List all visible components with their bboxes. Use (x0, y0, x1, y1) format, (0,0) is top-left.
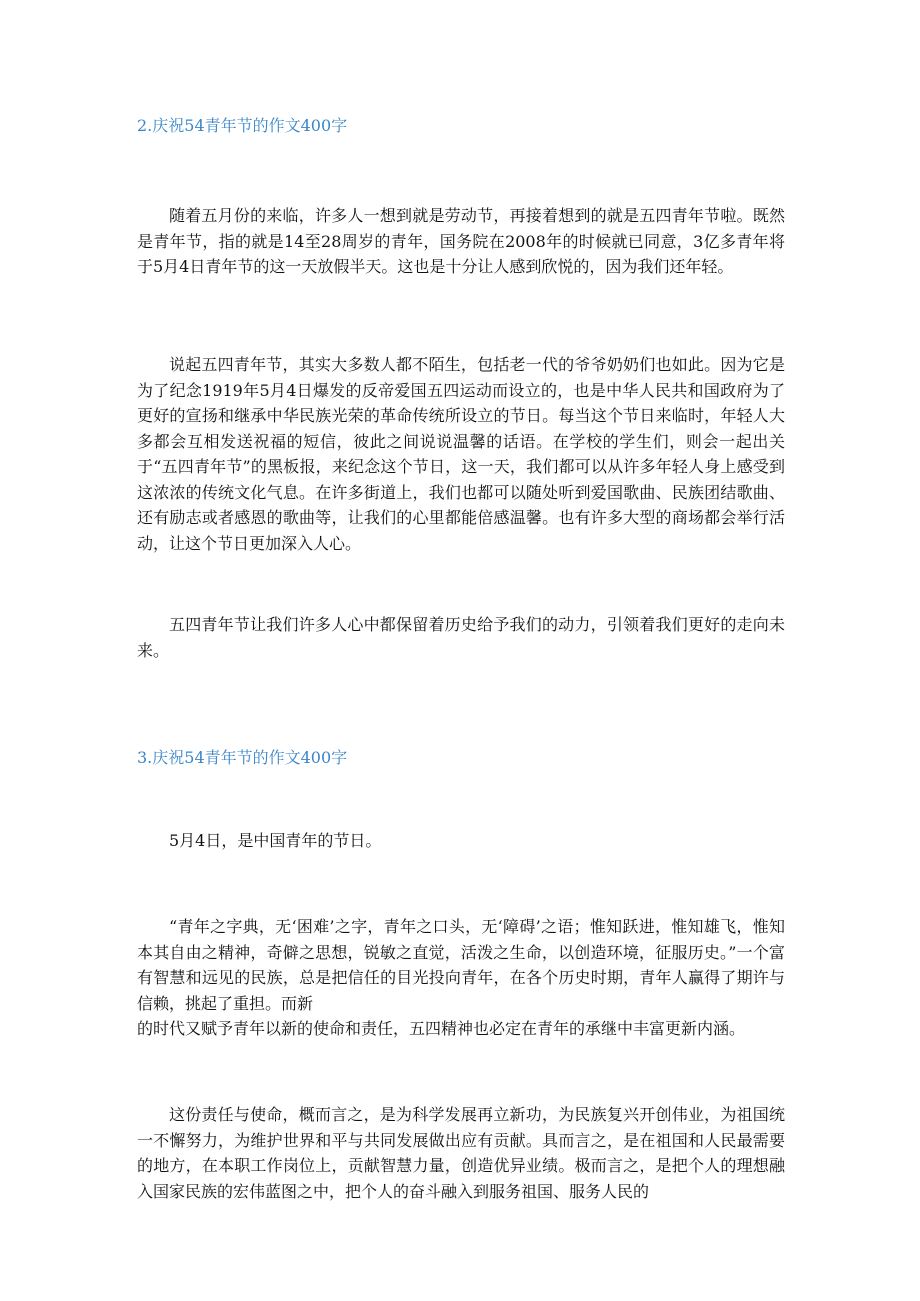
paragraph-2-1: 随着五月份的来临，许多人一想到就是劳动节，再接着想到的就是五四青年节啦。既然是青年节，指的就是14至28周岁的青年，国务院在2008年的时候就已同意，3亿多青年将于5月4日青年节的这一天放假半天。这也是十分让人感到欣悦的，因为我们还年轻。 (137, 206, 785, 276)
section-heading-2: 2.庆祝54青年节的作文400字 (137, 116, 348, 135)
paragraph-3-2: “青年之字典，无‘困难’之字，青年之口头，无‘障碍’之语；惟知跃进，惟知雄飞，惟知本其自由之精神，奇僻之思想，锐敏之直觉，活泼之生命，以创造环境，征服历史。”一个富有智慧和远见的民族，总是把信任的目光投向青年，在各个历史时期，青年人赢得了期许与信赖，挑起了重担。而新 (137, 917, 785, 1013)
paragraph-2-2: 说起五四青年节，其实大多数人都不陌生，包括老一代的爷爷奶奶们也如此。因为它是为了纪念1919年5月4日爆发的反帝爱国五四运动而设立的，也是中华人民共和国政府为了更好的宣扬和继承中华民族光荣的革命传统所设立的节日。每当这个节日来临时，年轻人大多都会互相发送祝福的短信，彼此之间说说温馨的话语。在学校的学生们，则会一起出关于“五四青年节”的黑板报，来纪念这个节日，这一天，我们都可以从许多年轻人身上感受到这浓浓的传统文化气息。在许多街道上，我们也都可以随处听到爱国歌曲、民族团结歌曲、还有励志或者感恩的歌曲等，让我们的心里都能倍感温馨。也有许多大型的商场都会举行活动，让这个节日更加深入人心。 (137, 355, 785, 553)
paragraph-3-3: 这份责任与使命，概而言之，是为科学发展再立新功，为民族复兴开创伟业，为祖国统一不懈努力，为维护世界和平与共同发展做出应有贡献。具而言之，是在祖国和人民最需要的地方，在本职工作岗位上，贡献智慧力量，创造优异业绩。极而言之，是把个人的理想融入国家民族的宏伟蓝图之中，把个人的奋斗融入到服务祖国、服务人民的 (137, 1105, 785, 1201)
paragraph-3-1: 5月4日，是中国青年的节日。 (169, 831, 382, 850)
paragraph-3-2-continuation: 的时代又赋予青年以新的使命和责任，五四精神也必定在青年的承继中丰富更新内涵。 (137, 1019, 746, 1038)
paragraph-2-3: 五四青年节让我们许多人心中都保留着历史给予我们的动力，引领着我们更好的走向未来。 (137, 615, 785, 660)
section-heading-3: 3.庆祝54青年节的作文400字 (137, 748, 348, 767)
